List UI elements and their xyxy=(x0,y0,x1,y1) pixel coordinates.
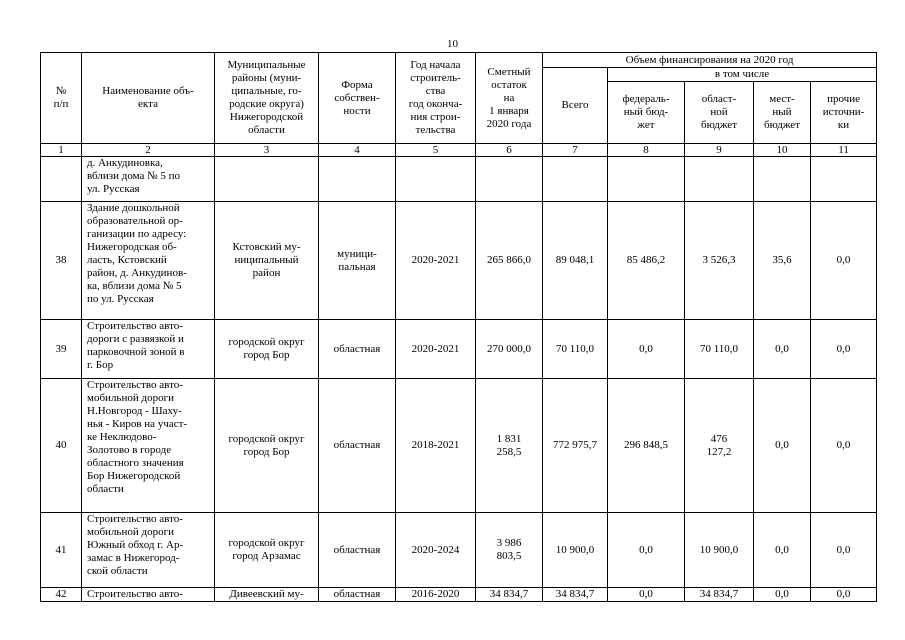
col-number: 5 xyxy=(396,144,476,157)
local-budget: 0,0 xyxy=(754,588,811,602)
district: Кстовский му- ниципальный район xyxy=(215,202,319,320)
total: 772 975,7 xyxy=(543,379,608,513)
table-row xyxy=(41,202,877,320)
district xyxy=(215,157,319,202)
header-total: Всего xyxy=(543,68,608,144)
header-estimate: Сметный остаток на 1 января 2020 года xyxy=(476,53,543,144)
col-number: 10 xyxy=(754,144,811,157)
regional-budget: 10 900,0 xyxy=(685,513,754,588)
regional-budget: 476 127,2 xyxy=(685,379,754,513)
row-num: 38 xyxy=(41,202,82,320)
district: Дивеевский му- xyxy=(215,588,319,602)
district: городской округ город Бор xyxy=(215,379,319,513)
header-years: Год начала строитель- ства год оконча- ния строи- тельства xyxy=(396,53,476,144)
total xyxy=(543,157,608,202)
estimate: 265 866,0 xyxy=(476,202,543,320)
years xyxy=(396,157,476,202)
federal-budget: 0,0 xyxy=(608,513,685,588)
ownership: областная xyxy=(319,513,396,588)
row-num: 42 xyxy=(41,588,82,602)
years: 2018-2021 xyxy=(396,379,476,513)
federal-budget: 85 486,2 xyxy=(608,202,685,320)
header-num: № п/п xyxy=(41,53,82,144)
district: городской округ город Бор xyxy=(215,320,319,379)
financing-table xyxy=(40,52,877,602)
estimate xyxy=(476,157,543,202)
row-num: 39 xyxy=(41,320,82,379)
years: 2020-2021 xyxy=(396,202,476,320)
header-name: Наименование объ- екта xyxy=(82,53,215,144)
row-num: 41 xyxy=(41,513,82,588)
column-numbers-row xyxy=(41,144,877,157)
header-regional: област- ной бюджет xyxy=(685,82,754,144)
object-name: Строительство авто- дороги с развязкой и парковочной зоной в г. Бор xyxy=(82,320,215,379)
ownership xyxy=(319,157,396,202)
other-sources: 0,0 xyxy=(811,588,877,602)
table-header xyxy=(41,53,877,144)
header-federal: федераль- ный бюд- жет xyxy=(608,82,685,144)
header-financing: Объем финансирования на 2020 год xyxy=(543,53,877,68)
other-sources: 0,0 xyxy=(811,513,877,588)
estimate: 34 834,7 xyxy=(476,588,543,602)
other-sources: 0,0 xyxy=(811,320,877,379)
years: 2020-2021 xyxy=(396,320,476,379)
col-number: 6 xyxy=(476,144,543,157)
estimate: 3 986 803,5 xyxy=(476,513,543,588)
col-number: 11 xyxy=(811,144,877,157)
total: 10 900,0 xyxy=(543,513,608,588)
other-sources xyxy=(811,157,877,202)
table-row xyxy=(41,379,877,513)
ownership: областная xyxy=(319,320,396,379)
object-name: Здание дошкольной образовательной ор- ганизации по адресу: Нижегородская об- ласть, Кстовский район, д. Анкудинов- ка, вблизи дома № 5 по ул. Русская xyxy=(82,202,215,320)
total: 34 834,7 xyxy=(543,588,608,602)
total: 89 048,1 xyxy=(543,202,608,320)
regional-budget: 3 526,3 xyxy=(685,202,754,320)
estimate: 1 831 258,5 xyxy=(476,379,543,513)
table-row xyxy=(41,588,877,602)
header-other: прочие источни- ки xyxy=(811,82,877,144)
regional-budget: 34 834,7 xyxy=(685,588,754,602)
regional-budget xyxy=(685,157,754,202)
header-local: мест- ный бюджет xyxy=(754,82,811,144)
years: 2020-2024 xyxy=(396,513,476,588)
federal-budget xyxy=(608,157,685,202)
row-num: 40 xyxy=(41,379,82,513)
other-sources: 0,0 xyxy=(811,379,877,513)
col-number: 4 xyxy=(319,144,396,157)
col-number: 7 xyxy=(543,144,608,157)
col-number: 8 xyxy=(608,144,685,157)
district: городской округ город Арзамас xyxy=(215,513,319,588)
years: 2016-2020 xyxy=(396,588,476,602)
object-name: д. Анкудиновка, вблизи дома № 5 по ул. Русская xyxy=(82,157,215,202)
local-budget: 0,0 xyxy=(754,513,811,588)
page-number: 10 xyxy=(447,38,458,50)
object-name: Строительство авто- мобильной дороги Южный обход г. Ар- замас в Нижегород- ской области xyxy=(82,513,215,588)
federal-budget: 0,0 xyxy=(608,588,685,602)
header-ownership: Форма собствен- ности xyxy=(319,53,396,144)
object-name: Строительство авто- мобильной дороги Н.Новгород - Шаху- нья - Киров на участ- ке Неклюдово- Золотово в городе областного значения Бор Нижегородской области xyxy=(82,379,215,513)
total: 70 110,0 xyxy=(543,320,608,379)
col-number: 9 xyxy=(685,144,754,157)
col-number: 3 xyxy=(215,144,319,157)
local-budget xyxy=(754,157,811,202)
other-sources: 0,0 xyxy=(811,202,877,320)
table-row xyxy=(41,320,877,379)
local-budget: 0,0 xyxy=(754,320,811,379)
estimate: 270 000,0 xyxy=(476,320,543,379)
ownership: муници- пальная xyxy=(319,202,396,320)
table-row xyxy=(41,513,877,588)
ownership: областная xyxy=(319,379,396,513)
regional-budget: 70 110,0 xyxy=(685,320,754,379)
col-number: 1 xyxy=(41,144,82,157)
local-budget: 0,0 xyxy=(754,379,811,513)
ownership: областная xyxy=(319,588,396,602)
object-name: Строительство авто- xyxy=(82,588,215,602)
table-row xyxy=(41,157,877,202)
col-number: 2 xyxy=(82,144,215,157)
row-num xyxy=(41,157,82,202)
federal-budget: 296 848,5 xyxy=(608,379,685,513)
local-budget: 35,6 xyxy=(754,202,811,320)
header-including: в том числе xyxy=(608,68,877,82)
header-districts: Муниципальные районы (муни- ципальные, го- родские округа) Нижегородской области xyxy=(215,53,319,144)
federal-budget: 0,0 xyxy=(608,320,685,379)
